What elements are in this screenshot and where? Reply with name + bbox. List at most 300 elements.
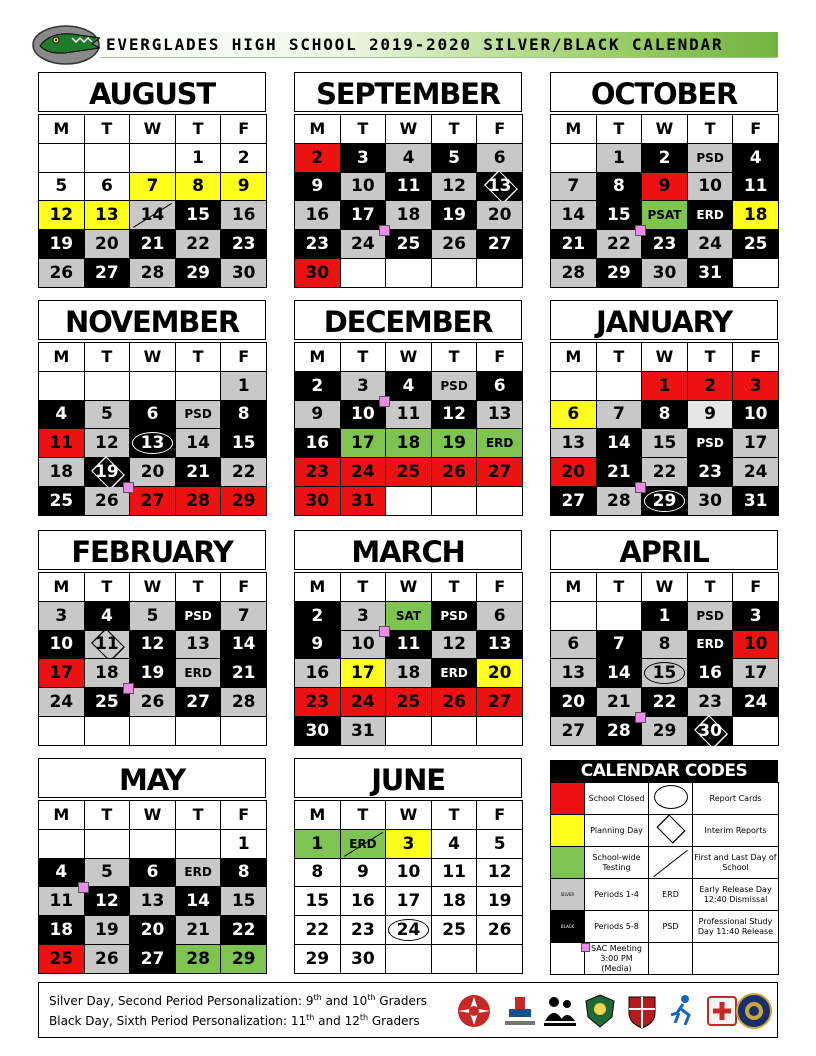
empty-day-cell xyxy=(733,716,779,745)
month-grid xyxy=(294,342,523,516)
month-name: DECEMBER xyxy=(294,300,522,340)
legend-description: First and Last Day of School xyxy=(693,847,779,879)
legend-row xyxy=(551,879,779,911)
day-cell: 3 xyxy=(340,601,386,630)
weekday-label: T xyxy=(175,115,221,144)
legend-oval-icon xyxy=(649,783,693,815)
day-cell: 17 xyxy=(340,201,386,230)
day-cell: 9 xyxy=(642,172,688,201)
day-cell: 14 xyxy=(596,659,642,688)
day-cell: 5 xyxy=(477,829,523,858)
day-cell: 30 xyxy=(687,486,733,515)
week-row xyxy=(295,400,523,429)
day-cell: 4 xyxy=(386,143,432,172)
day-cell: 11 xyxy=(733,172,779,201)
day-cell: 21 xyxy=(175,458,221,487)
cambridge-badge-icon xyxy=(623,991,661,1031)
empty-day-cell xyxy=(39,716,85,745)
day-cell: 11 xyxy=(386,630,432,659)
day-cell: 23 xyxy=(642,230,688,259)
weekday-header-row xyxy=(39,801,267,830)
day-cell: PSD xyxy=(431,601,477,630)
weekday-label: M xyxy=(39,115,85,144)
empty-day-cell xyxy=(39,371,85,400)
calendar-codes-table xyxy=(550,782,779,975)
week-row xyxy=(39,887,267,916)
month-name: MARCH xyxy=(294,530,522,570)
day-cell: 10 xyxy=(687,172,733,201)
week-row xyxy=(551,458,779,487)
day-cell: 14 xyxy=(130,201,176,230)
day-cell: 4 xyxy=(39,858,85,887)
day-cell: 11 xyxy=(39,887,85,916)
day-cell: 3 xyxy=(340,143,386,172)
week-row xyxy=(551,201,779,230)
week-row xyxy=(39,371,267,400)
weekday-label: T xyxy=(596,115,642,144)
day-cell: PSD xyxy=(431,371,477,400)
day-cell: 14 xyxy=(175,887,221,916)
month-grid xyxy=(294,572,523,746)
week-row xyxy=(551,716,779,745)
day-cell: 11 xyxy=(39,429,85,458)
empty-day-cell xyxy=(175,716,221,745)
legend-swatch-yellow xyxy=(551,815,585,847)
empty-day-cell xyxy=(84,716,130,745)
day-cell: 23 xyxy=(295,458,341,487)
empty-day-cell xyxy=(84,829,130,858)
week-row xyxy=(39,429,267,458)
week-row xyxy=(39,172,267,201)
weekday-label: T xyxy=(84,115,130,144)
day-cell: 18 xyxy=(39,458,85,487)
empty-day-cell xyxy=(386,486,432,515)
day-cell: 30 xyxy=(221,258,267,287)
day-cell: 23 xyxy=(687,688,733,717)
day-cell: 1 xyxy=(221,371,267,400)
day-cell: 2 xyxy=(295,601,341,630)
day-cell: 6 xyxy=(477,143,523,172)
day-cell: 27 xyxy=(130,944,176,973)
day-cell: 7 xyxy=(596,400,642,429)
empty-day-cell xyxy=(386,716,432,745)
week-row xyxy=(295,916,523,945)
day-cell: 24 xyxy=(733,458,779,487)
legend-diamond-icon xyxy=(649,815,693,847)
footer xyxy=(38,982,778,1038)
day-cell: 8 xyxy=(221,858,267,887)
empty-day-cell xyxy=(84,371,130,400)
day-cell: 25 xyxy=(733,230,779,259)
week-row xyxy=(295,858,523,887)
day-cell: 2 xyxy=(295,371,341,400)
legend-description: Professional Study Day 11:40 Release xyxy=(693,911,779,943)
day-cell: 28 xyxy=(130,258,176,287)
day-cell: 19 xyxy=(477,887,523,916)
day-cell: 15 xyxy=(642,429,688,458)
day-cell: 12 xyxy=(84,429,130,458)
empty-day-cell xyxy=(175,371,221,400)
week-row xyxy=(295,829,523,858)
day-cell: 17 xyxy=(340,659,386,688)
day-cell: 11 xyxy=(431,858,477,887)
day-cell: 15 xyxy=(596,201,642,230)
day-cell: ERD xyxy=(340,829,386,858)
day-cell: 30 xyxy=(295,486,341,515)
week-row xyxy=(39,716,267,745)
weekday-header-row xyxy=(551,573,779,602)
day-cell: 9 xyxy=(340,858,386,887)
day-cell: 3 xyxy=(733,601,779,630)
day-cell: 18 xyxy=(386,429,432,458)
day-cell: 20 xyxy=(477,659,523,688)
footer-silver-line: Silver Day, Second Period Personalization: 9th and 10th Graders xyxy=(49,993,428,1008)
day-cell: 16 xyxy=(221,201,267,230)
day-cell: 8 xyxy=(642,630,688,659)
day-cell: 5 xyxy=(39,172,85,201)
day-cell: 31 xyxy=(340,716,386,745)
day-cell: 18 xyxy=(733,201,779,230)
day-cell: 30 xyxy=(642,258,688,287)
day-cell: 31 xyxy=(687,258,733,287)
month-grid xyxy=(38,800,267,974)
legend-code: PSD xyxy=(649,911,693,943)
day-cell: 29 xyxy=(221,486,267,515)
day-cell: 23 xyxy=(340,916,386,945)
weekday-label: W xyxy=(130,343,176,372)
day-cell: 6 xyxy=(477,371,523,400)
empty-day-cell xyxy=(477,944,523,973)
day-cell: 22 xyxy=(221,458,267,487)
week-row xyxy=(39,400,267,429)
weekday-label: T xyxy=(431,343,477,372)
empty-day-cell xyxy=(477,716,523,745)
week-row xyxy=(39,944,267,973)
week-row xyxy=(295,630,523,659)
day-cell: 26 xyxy=(84,486,130,515)
day-cell: 13 xyxy=(551,429,597,458)
day-cell: 20 xyxy=(84,230,130,259)
day-cell: 28 xyxy=(596,486,642,515)
weekday-label: F xyxy=(221,343,267,372)
day-cell: 14 xyxy=(551,201,597,230)
day-cell: 30 xyxy=(340,944,386,973)
gator-logo-icon xyxy=(32,22,104,66)
weekday-label: M xyxy=(39,801,85,830)
weekday-label: W xyxy=(130,801,176,830)
day-cell: 29 xyxy=(596,258,642,287)
weekday-header-row xyxy=(39,573,267,602)
day-cell: 26 xyxy=(84,944,130,973)
day-cell: 15 xyxy=(295,887,341,916)
month-name: AUGUST xyxy=(38,72,266,112)
day-cell: 25 xyxy=(431,916,477,945)
day-cell: 8 xyxy=(295,858,341,887)
day-cell: 10 xyxy=(733,400,779,429)
day-cell: 4 xyxy=(84,601,130,630)
day-cell: 23 xyxy=(221,230,267,259)
legend-swatch-green xyxy=(551,847,585,879)
day-cell: 4 xyxy=(733,143,779,172)
day-cell: 20 xyxy=(130,458,176,487)
day-cell: 13 xyxy=(477,630,523,659)
day-cell: 19 xyxy=(431,429,477,458)
day-cell: 11 xyxy=(386,172,432,201)
weekday-label: F xyxy=(221,573,267,602)
day-cell: ERD xyxy=(431,659,477,688)
weekday-header-row xyxy=(551,343,779,372)
day-cell: 3 xyxy=(386,829,432,858)
week-row xyxy=(39,601,267,630)
day-cell: 22 xyxy=(221,916,267,945)
empty-day-cell xyxy=(130,371,176,400)
weekday-label: W xyxy=(386,573,432,602)
day-cell: 27 xyxy=(175,688,221,717)
weekday-label: F xyxy=(477,115,523,144)
day-cell: 15 xyxy=(175,201,221,230)
day-cell: 25 xyxy=(39,486,85,515)
fbi-seal-badge-icon xyxy=(735,991,773,1031)
day-cell: 10 xyxy=(733,630,779,659)
weekday-label: W xyxy=(642,343,688,372)
day-cell: 14 xyxy=(596,429,642,458)
day-cell: 9 xyxy=(221,172,267,201)
weekday-label: F xyxy=(733,343,779,372)
weekday-label: F xyxy=(477,343,523,372)
weekday-label: T xyxy=(596,343,642,372)
day-cell: 17 xyxy=(340,429,386,458)
day-cell: 23 xyxy=(687,458,733,487)
day-cell: 17 xyxy=(386,887,432,916)
day-cell: 31 xyxy=(340,486,386,515)
day-cell: 22 xyxy=(295,916,341,945)
weekday-label: T xyxy=(84,573,130,602)
week-row xyxy=(39,486,267,515)
day-cell: 24 xyxy=(386,916,432,945)
empty-day-cell xyxy=(340,258,386,287)
day-cell: 25 xyxy=(386,458,432,487)
week-row xyxy=(39,659,267,688)
day-cell: 12 xyxy=(130,630,176,659)
weekday-label: W xyxy=(130,573,176,602)
week-row xyxy=(551,230,779,259)
day-cell: 4 xyxy=(39,400,85,429)
day-cell: 14 xyxy=(175,429,221,458)
day-cell: 17 xyxy=(733,429,779,458)
day-cell: 7 xyxy=(551,172,597,201)
weekday-label: T xyxy=(596,573,642,602)
day-cell: 6 xyxy=(551,400,597,429)
weekday-header-row xyxy=(295,801,523,830)
day-cell: 6 xyxy=(477,601,523,630)
title-bar xyxy=(100,32,778,58)
day-cell: 27 xyxy=(477,458,523,487)
mentorship-badge-icon xyxy=(541,991,579,1031)
week-row xyxy=(39,143,267,172)
week-row xyxy=(39,630,267,659)
week-row xyxy=(551,258,779,287)
empty-day-cell xyxy=(551,143,597,172)
weekday-label: F xyxy=(733,573,779,602)
weekday-header-row xyxy=(295,573,523,602)
calendar-codes-title: CALENDAR CODES xyxy=(550,760,778,782)
day-cell: 16 xyxy=(295,429,341,458)
day-cell: 28 xyxy=(551,258,597,287)
weekday-label: M xyxy=(551,343,597,372)
legend-label: Periods 5-8 xyxy=(585,911,649,943)
day-cell: 4 xyxy=(431,829,477,858)
day-cell: 9 xyxy=(295,630,341,659)
day-cell: 26 xyxy=(477,916,523,945)
day-cell: 1 xyxy=(642,371,688,400)
day-cell: 8 xyxy=(642,400,688,429)
weekday-label: W xyxy=(642,573,688,602)
month-name: OCTOBER xyxy=(550,72,778,112)
day-cell: 1 xyxy=(642,601,688,630)
week-row xyxy=(295,172,523,201)
week-row xyxy=(295,716,523,745)
day-cell: 12 xyxy=(431,172,477,201)
legend-row xyxy=(551,815,779,847)
day-cell: 12 xyxy=(84,887,130,916)
legend-row xyxy=(551,911,779,943)
weekday-label: T xyxy=(431,573,477,602)
day-cell: 2 xyxy=(221,143,267,172)
weekday-header-row xyxy=(295,343,523,372)
month-grid xyxy=(294,114,523,288)
month-grid xyxy=(550,572,779,746)
day-cell: 9 xyxy=(295,172,341,201)
weekday-header-row xyxy=(551,115,779,144)
day-cell: PSD xyxy=(687,429,733,458)
day-cell: 6 xyxy=(130,400,176,429)
day-cell: 24 xyxy=(340,458,386,487)
weekday-label: W xyxy=(386,115,432,144)
month-grid xyxy=(38,342,267,516)
day-cell: 28 xyxy=(175,486,221,515)
weekday-label: F xyxy=(221,115,267,144)
empty-day-cell xyxy=(221,716,267,745)
week-row xyxy=(295,429,523,458)
weekday-label: T xyxy=(431,115,477,144)
legend-row xyxy=(551,783,779,815)
empty-day-cell xyxy=(477,258,523,287)
weekday-label: W xyxy=(130,115,176,144)
day-cell: 24 xyxy=(340,230,386,259)
runner-badge-icon xyxy=(663,991,701,1031)
day-cell: 24 xyxy=(687,230,733,259)
day-cell: PSD xyxy=(687,143,733,172)
weekday-label: T xyxy=(175,573,221,602)
day-cell: 25 xyxy=(84,688,130,717)
day-cell: 28 xyxy=(221,688,267,717)
day-cell: 23 xyxy=(295,688,341,717)
weekday-label: M xyxy=(551,573,597,602)
day-cell: ERD xyxy=(175,659,221,688)
day-cell: 18 xyxy=(431,887,477,916)
day-cell: 8 xyxy=(221,400,267,429)
day-cell: 26 xyxy=(130,688,176,717)
day-cell: 26 xyxy=(39,258,85,287)
day-cell: 5 xyxy=(431,143,477,172)
calendar-title: EVERGLADES HIGH SCHOOL 2019-2020 SILVER/BLACK CALENDAR xyxy=(106,35,724,54)
day-cell: 7 xyxy=(596,630,642,659)
day-cell: 27 xyxy=(551,486,597,515)
legend-description xyxy=(693,943,779,975)
day-cell: 29 xyxy=(642,716,688,745)
day-cell: 27 xyxy=(84,258,130,287)
month-grid xyxy=(38,114,267,288)
day-cell: 21 xyxy=(596,458,642,487)
header xyxy=(30,20,786,70)
day-cell: 13 xyxy=(551,659,597,688)
month-grid xyxy=(294,800,523,974)
footer-black-line: Black Day, Sixth Period Personalization: 11th and 12th Graders xyxy=(49,1013,420,1028)
day-cell: 9 xyxy=(295,400,341,429)
day-cell: PSD xyxy=(687,601,733,630)
week-row xyxy=(295,601,523,630)
day-cell: 10 xyxy=(39,630,85,659)
day-cell: 13 xyxy=(130,887,176,916)
weekday-label: F xyxy=(477,573,523,602)
empty-day-cell xyxy=(551,371,597,400)
engineering-academy-badge-icon xyxy=(501,991,539,1031)
weekday-label: M xyxy=(295,343,341,372)
day-cell: 24 xyxy=(733,688,779,717)
weekday-label: T xyxy=(687,343,733,372)
day-cell: 19 xyxy=(130,659,176,688)
month-grid xyxy=(38,572,267,746)
week-row xyxy=(295,371,523,400)
weekday-label: T xyxy=(687,115,733,144)
legend-swatch-sac xyxy=(551,943,585,975)
week-row xyxy=(551,371,779,400)
legend-label: School-wide Testing xyxy=(585,847,649,879)
day-cell: ERD xyxy=(687,630,733,659)
day-cell: 11 xyxy=(386,400,432,429)
week-row xyxy=(39,258,267,287)
day-cell: 1 xyxy=(295,829,341,858)
day-cell: 21 xyxy=(175,916,221,945)
day-cell: 29 xyxy=(175,258,221,287)
week-row xyxy=(39,829,267,858)
day-cell: 10 xyxy=(340,400,386,429)
week-row xyxy=(39,688,267,717)
day-cell: 16 xyxy=(687,659,733,688)
day-cell: 15 xyxy=(221,429,267,458)
empty-day-cell xyxy=(551,601,597,630)
day-cell: 26 xyxy=(431,458,477,487)
month-name: APRIL xyxy=(550,530,778,570)
day-cell: 18 xyxy=(386,201,432,230)
day-cell: 13 xyxy=(175,630,221,659)
day-cell: 20 xyxy=(130,916,176,945)
day-cell: 24 xyxy=(340,688,386,717)
day-cell: 27 xyxy=(551,716,597,745)
month-name: NOVEMBER xyxy=(38,300,266,340)
legend-label: School Closed xyxy=(585,783,649,815)
empty-day-cell xyxy=(175,829,221,858)
week-row xyxy=(551,400,779,429)
week-row xyxy=(295,659,523,688)
day-cell: 5 xyxy=(84,400,130,429)
weekday-label: T xyxy=(340,573,386,602)
weekday-label: F xyxy=(477,801,523,830)
weekday-label: T xyxy=(84,343,130,372)
month-name: MAY xyxy=(38,758,266,798)
day-cell: 3 xyxy=(340,371,386,400)
day-cell: 1 xyxy=(175,143,221,172)
